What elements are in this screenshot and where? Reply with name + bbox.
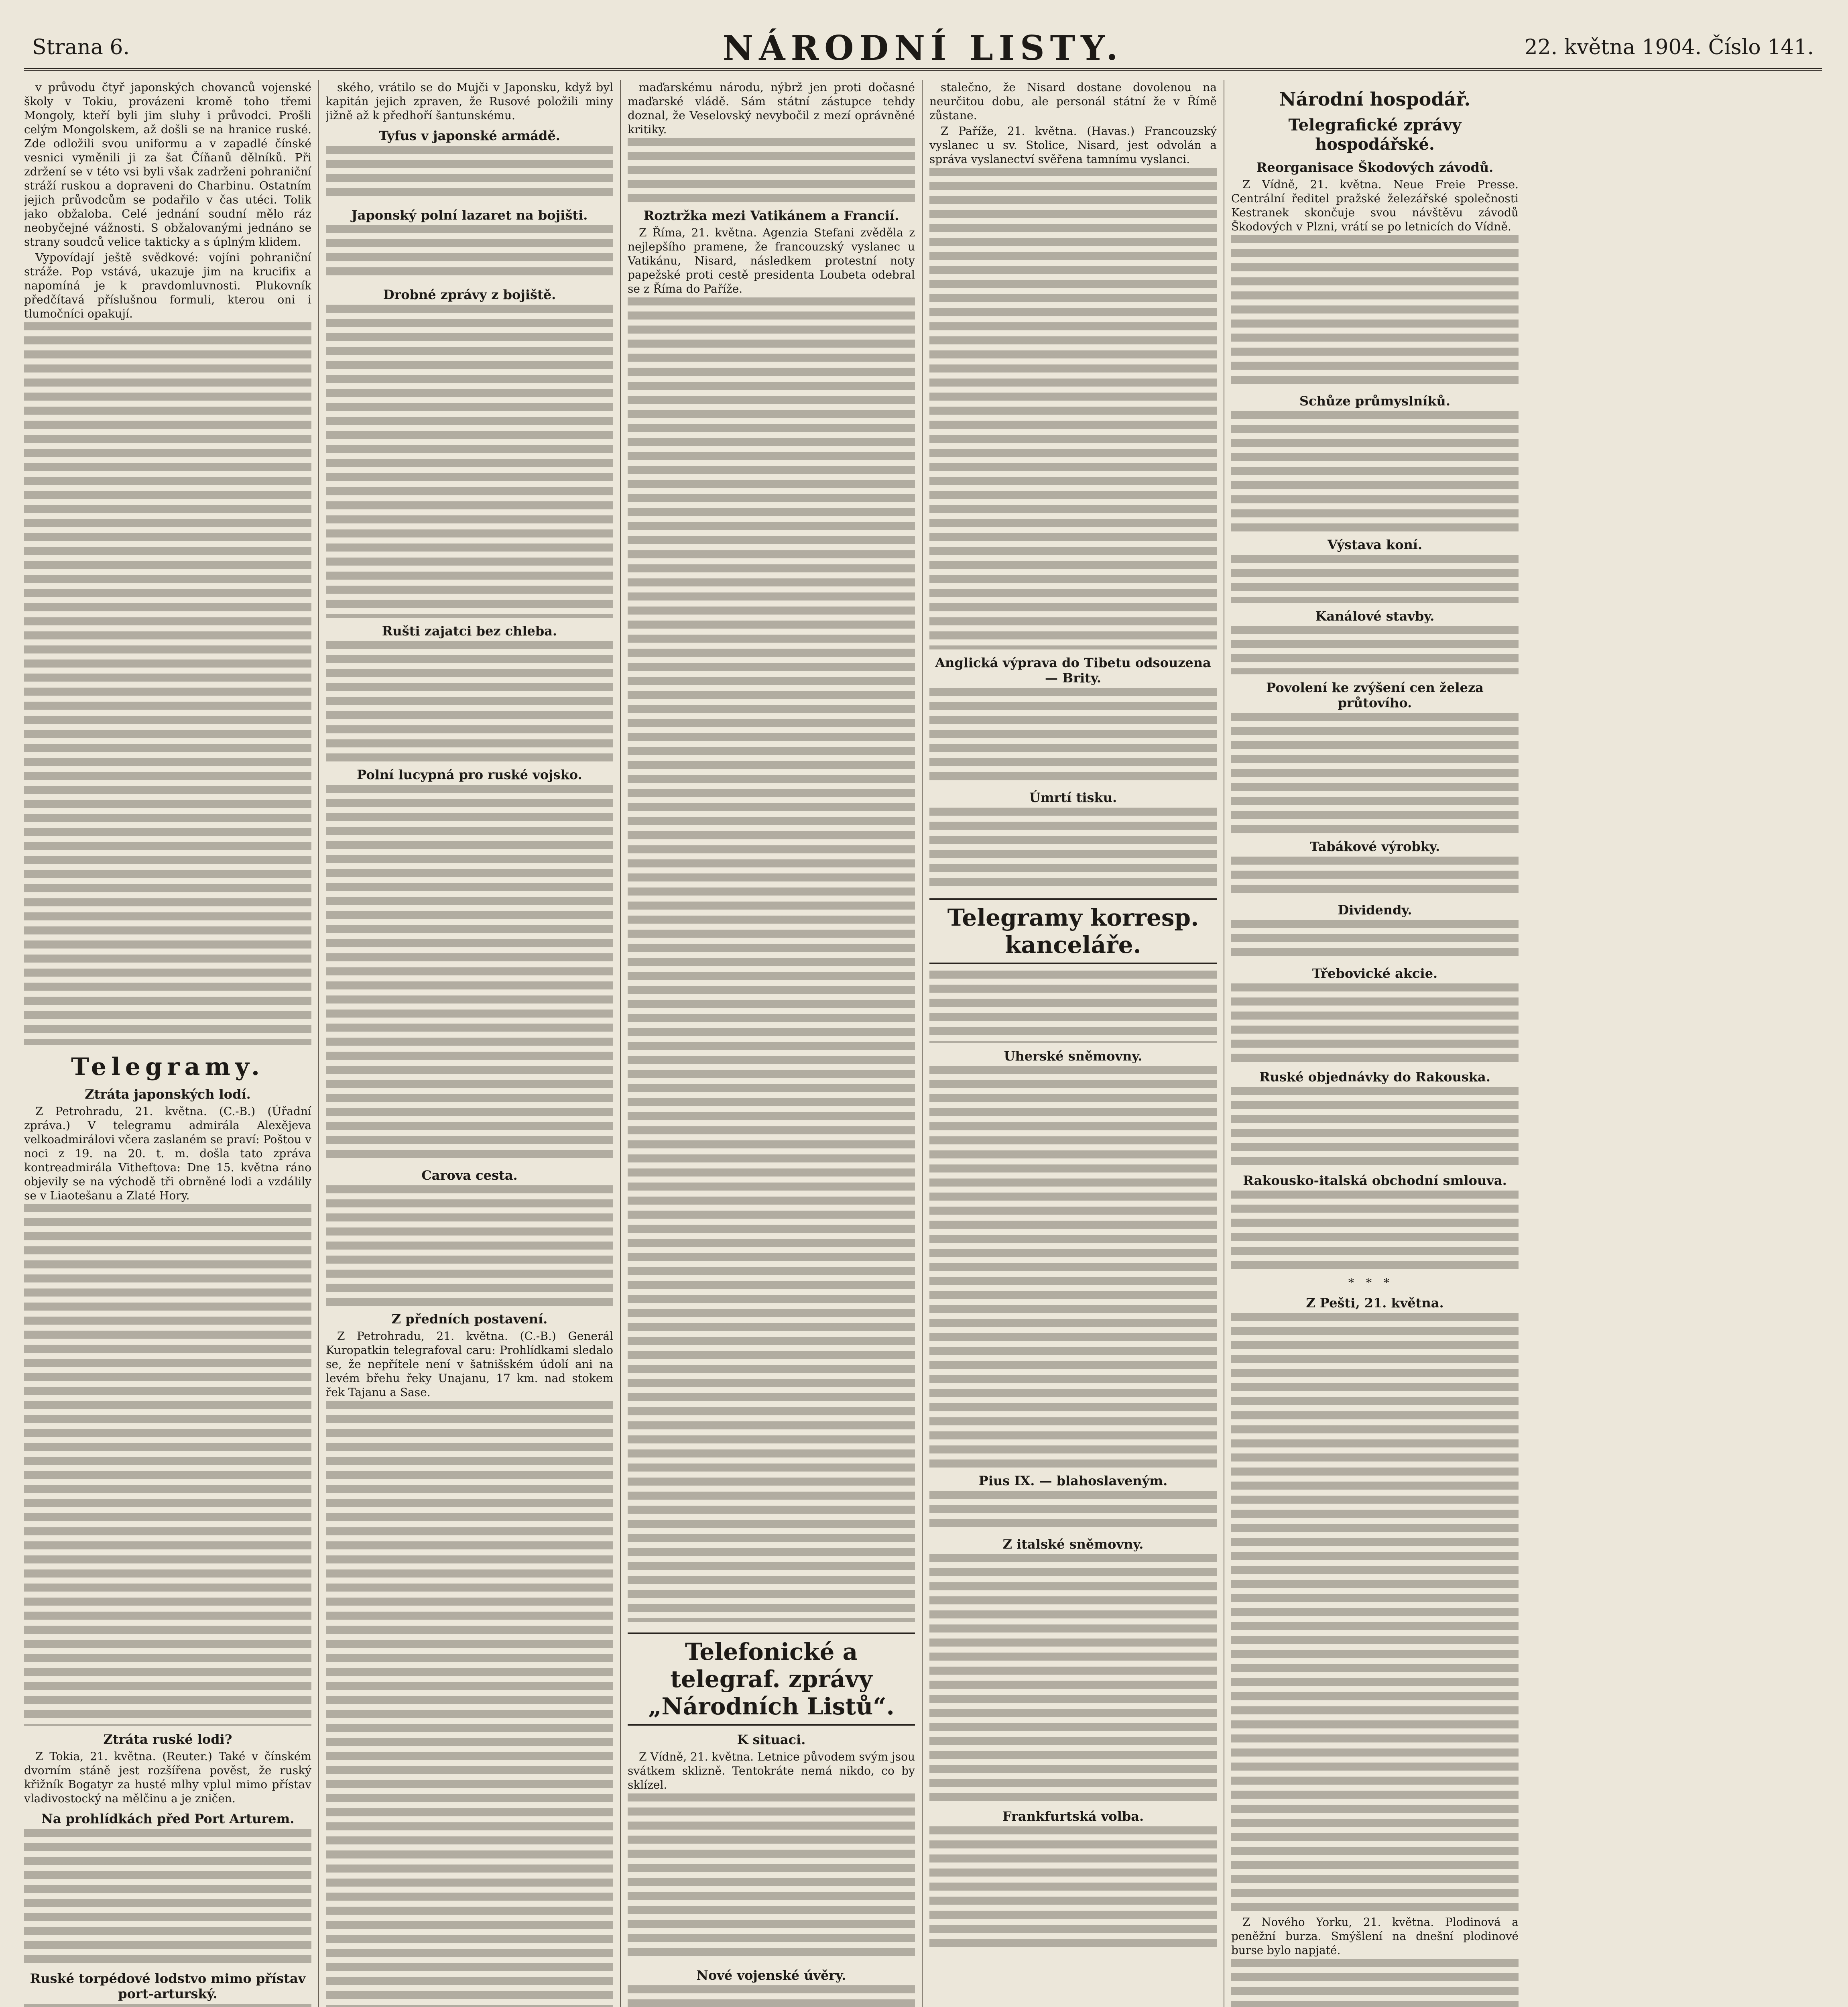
- columns: [24, 80, 1822, 2007]
- article-heading: Polní lucypná pro ruské vojsko.: [357, 767, 582, 782]
- column-1: [24, 80, 311, 2007]
- article-heading: Japonský polní lazaret na bojišti.: [351, 208, 588, 223]
- section-subtitle: Telegrafické zprávy hospodářské.: [1288, 116, 1462, 154]
- text-filler: [326, 641, 613, 761]
- column-3: [628, 80, 915, 2007]
- page-number: Strana 6.: [32, 35, 130, 59]
- section-title: Telegramy korresp. kanceláře.: [929, 898, 1217, 964]
- newspaper-title: NÁRODNÍ LISTY.: [722, 28, 1124, 68]
- masthead: [24, 24, 1822, 71]
- text-filler: [628, 1793, 915, 1962]
- article-heading: Rakousko-italská obchodní smlouva.: [1243, 1173, 1507, 1188]
- text-filler: [24, 322, 311, 1045]
- text-filler: [628, 1985, 915, 2007]
- text-filler: [24, 1829, 311, 1965]
- text-filler: [929, 971, 1217, 1043]
- article-heading: Ztráta japonských lodí.: [85, 1087, 251, 1102]
- text-filler: [1231, 411, 1519, 531]
- article-text: Z Petrohradu, 21. května. (C.-B.) Generál Kuropatkin telegrafoval caru: Prohlídkami sledalo se, že nepřítele není v šatnišském údolí ani na levém břehu řeky Unajanu, 17 km. nad stokem řek Tajanu a Sase.: [326, 1329, 613, 1399]
- column-2: [326, 80, 613, 2007]
- article-heading: Z Pešti, 21. května.: [1306, 1295, 1444, 1311]
- text-filler: [1231, 626, 1519, 674]
- article-heading: Dividendy.: [1338, 902, 1412, 918]
- text-filler: [1231, 1087, 1519, 1167]
- article-text: Z Říma, 21. května. Agenzia Stefani zvěděla z nejlepšího pramene, že francouzský vyslanec u Vatikánu, Nisard, následkem protestní noty papežské proti cestě presidenta Loubeta odebral se z Říma do Paříže.: [628, 226, 915, 295]
- column-rule: [318, 80, 319, 2007]
- article-text: maďarskému národu, nýbrž jen proti dočasné maďarské vládě. Sám státní zástupce tehdy doznal, že Veselovský nevybočil z mezí oprávněné kritiky.: [628, 81, 915, 136]
- text-filler: [929, 1554, 1217, 1803]
- section-title: Telefonické a telegraf. zprávy „Národních Listů“.: [628, 1632, 915, 1726]
- separator: ***: [1348, 1276, 1401, 1289]
- issue-date: 22. května 1904. Číslo 141.: [1524, 35, 1814, 59]
- article-heading: Tabákové výrobky.: [1309, 839, 1440, 854]
- text-filler: [326, 225, 613, 281]
- article-text: v průvodu čtyř japonských chovanců vojenské školy v Tokiu, provázeni kromě toho třemi Mongoly, kteří byli jim sluhy i průvodci. Prošli celým Mongolskem, až došli se na hranice ruské. Zde odložili svou uniformu a v zapadlé čínské vesnici vyměnili ji za šat Číňanů dělníků. Při zdržení se v této vsi byli však zadrženi pohraniční stráží ruskou a dopraveni do Charbinu. Ostatním jejich průvodcům se podařilo v čas utéci. Tolik jako obžaloba. Celé jednání soudní mělo ráz neobyčejné vážnosti. S obžalovanými jednáno se strany soudců velice takticky a s úplným klidem.: [24, 81, 311, 248]
- column-4: [929, 80, 1217, 2007]
- column-5: [1231, 80, 1519, 2007]
- article-heading: Z předních postavení.: [391, 1311, 548, 1327]
- text-filler: [1231, 983, 1519, 1064]
- text-filler: [628, 297, 915, 1622]
- text-filler: [929, 1066, 1217, 1468]
- article-heading: Z italské sněmovny.: [1002, 1537, 1144, 1552]
- text-filler: [1231, 1313, 1519, 1915]
- article-text: Z Nového Yorku, 21. května. Plodinová a peněžní burza. Smýšlení na dnešní plodinové burse bylo napjaté.: [1231, 1915, 1519, 1957]
- text-filler: [1231, 920, 1519, 960]
- article-text: Z Tokia, 21. května. (Reuter.) Také v čínském dvorním stáně jest rozšířena pověst, že ruský křižník Bogatyr za husté mlhy vplul mimo přístav vladivostocký na mělčinu a je zničen.: [24, 1750, 311, 1805]
- article-text: ského, vrátilo se do Mujči v Japonsku, když byl kapitán jejich zpraven, že Rusové položili miny jižně až k předhoří šantunskému.: [326, 81, 613, 122]
- text-filler: [929, 1491, 1217, 1531]
- column-rule: [620, 80, 621, 2007]
- text-filler: [24, 2004, 311, 2007]
- text-filler: [1231, 1191, 1519, 1271]
- text-filler: [929, 688, 1217, 784]
- article-heading: Ztráta ruské lodi?: [103, 1732, 232, 1747]
- text-filler: [929, 808, 1217, 888]
- article-heading: Reorganisace Škodových závodů.: [1256, 160, 1494, 175]
- article-heading: K situaci.: [737, 1732, 806, 1747]
- article-heading: Ruské torpédové lodstvo mimo přístav port-arturský.: [30, 1971, 306, 2001]
- article-text: Z Paříže, 21. května. (Havas.) Francouzský vyslanec u sv. Stolice, Nisard, jest odvolán a správa vyslanectví svěřena tamnímu vyslanci.: [929, 124, 1217, 166]
- article-heading: Carova cesta.: [421, 1168, 518, 1183]
- text-filler: [1231, 713, 1519, 833]
- text-filler: [326, 146, 613, 202]
- article-heading: Uherské sněmovny.: [1004, 1048, 1143, 1064]
- article-heading: Ruské objednávky do Rakouska.: [1259, 1069, 1490, 1085]
- text-filler: [1231, 235, 1519, 388]
- article-text: Z Petrohradu, 21. května. (C.-B.) (Úřadní zpráva.) V telegramu admirála Alexějeva velkoadmirálovi včera zaslaném se praví: Poštou v noci z 19. na 20. t. m. došla tato zpráva kontreadmirála Vitheftova: Dne 15. května ráno objevily se na východě tři obrněné lodi a vzdálily se v Liaotešanu a Zlaté Hory.: [24, 1105, 311, 1202]
- text-filler: [628, 138, 915, 202]
- article-text: Vypovídají ještě svědkové: vojíni pohraniční stráže. Pop vstává, ukazuje jim na krucifix a napomíná je k pravdomluvnosti. Plukovník předčítavá příslušnou formuli, kterou oni i tlumočníci opakují.: [24, 251, 311, 320]
- article-heading: Rušti zajatci bez chleba.: [382, 623, 557, 639]
- article-text: stalečno, že Nisard dostane dovolenou na neurčitou dobu, ale personál státní že v Římě zůstane.: [929, 81, 1217, 122]
- article-heading: Kanálové stavby.: [1315, 609, 1435, 624]
- text-filler: [326, 785, 613, 1162]
- column-rule: [922, 80, 923, 2007]
- text-filler: [24, 1204, 311, 1726]
- section-title: Telegramy.: [71, 1053, 264, 1081]
- article-heading: Anglická výprava do Tibetu odsouzena — Brity.: [935, 655, 1211, 686]
- article-text: Z Vídně, 21. května. Neue Freie Presse. Centrální ředitel pražské železářské společnosti Kestranek skončuje svou návštěvu závodů Škodových v Plzni, vrátí se po letnicích do Vídně.: [1231, 178, 1519, 233]
- text-filler: [326, 305, 613, 618]
- text-filler: [326, 1401, 613, 2007]
- article-heading: Povolení ke zvýšení cen železa průtovího.: [1266, 680, 1484, 710]
- article-heading: Úmrtí tisku.: [1029, 790, 1117, 805]
- text-filler: [929, 168, 1217, 649]
- article-heading: Nové vojenské úvěry.: [696, 1968, 846, 1983]
- article-heading: Na prohlídkách před Port Arturem.: [41, 1811, 295, 1826]
- text-filler: [1231, 555, 1519, 603]
- article-heading: Tyfus v japonské armádě.: [379, 128, 560, 143]
- article-heading: Roztržka mezi Vatikánem a Francií.: [643, 208, 899, 223]
- article-text: Z Vídně, 21. května. Letnice původem svým jsou svátkem sklizně. Tentokráte nemá nikdo, co by sklízel.: [628, 1750, 915, 1791]
- section-title: Národní hospodář.: [1279, 88, 1471, 110]
- article-heading: Výstava koní.: [1327, 537, 1423, 552]
- article-heading: Pius IX. — blahoslaveným.: [978, 1473, 1168, 1488]
- text-filler: [326, 1185, 613, 1306]
- text-filler: [929, 1826, 1217, 1947]
- text-filler: [1231, 857, 1519, 897]
- article-heading: Schůze průmyslníků.: [1299, 393, 1450, 409]
- article-heading: Třebovické akcie.: [1312, 966, 1438, 981]
- article-heading: Frankfurtská volba.: [1002, 1809, 1144, 1824]
- text-filler: [1231, 1959, 1519, 2007]
- article-heading: Drobné zprávy z bojiště.: [383, 287, 556, 302]
